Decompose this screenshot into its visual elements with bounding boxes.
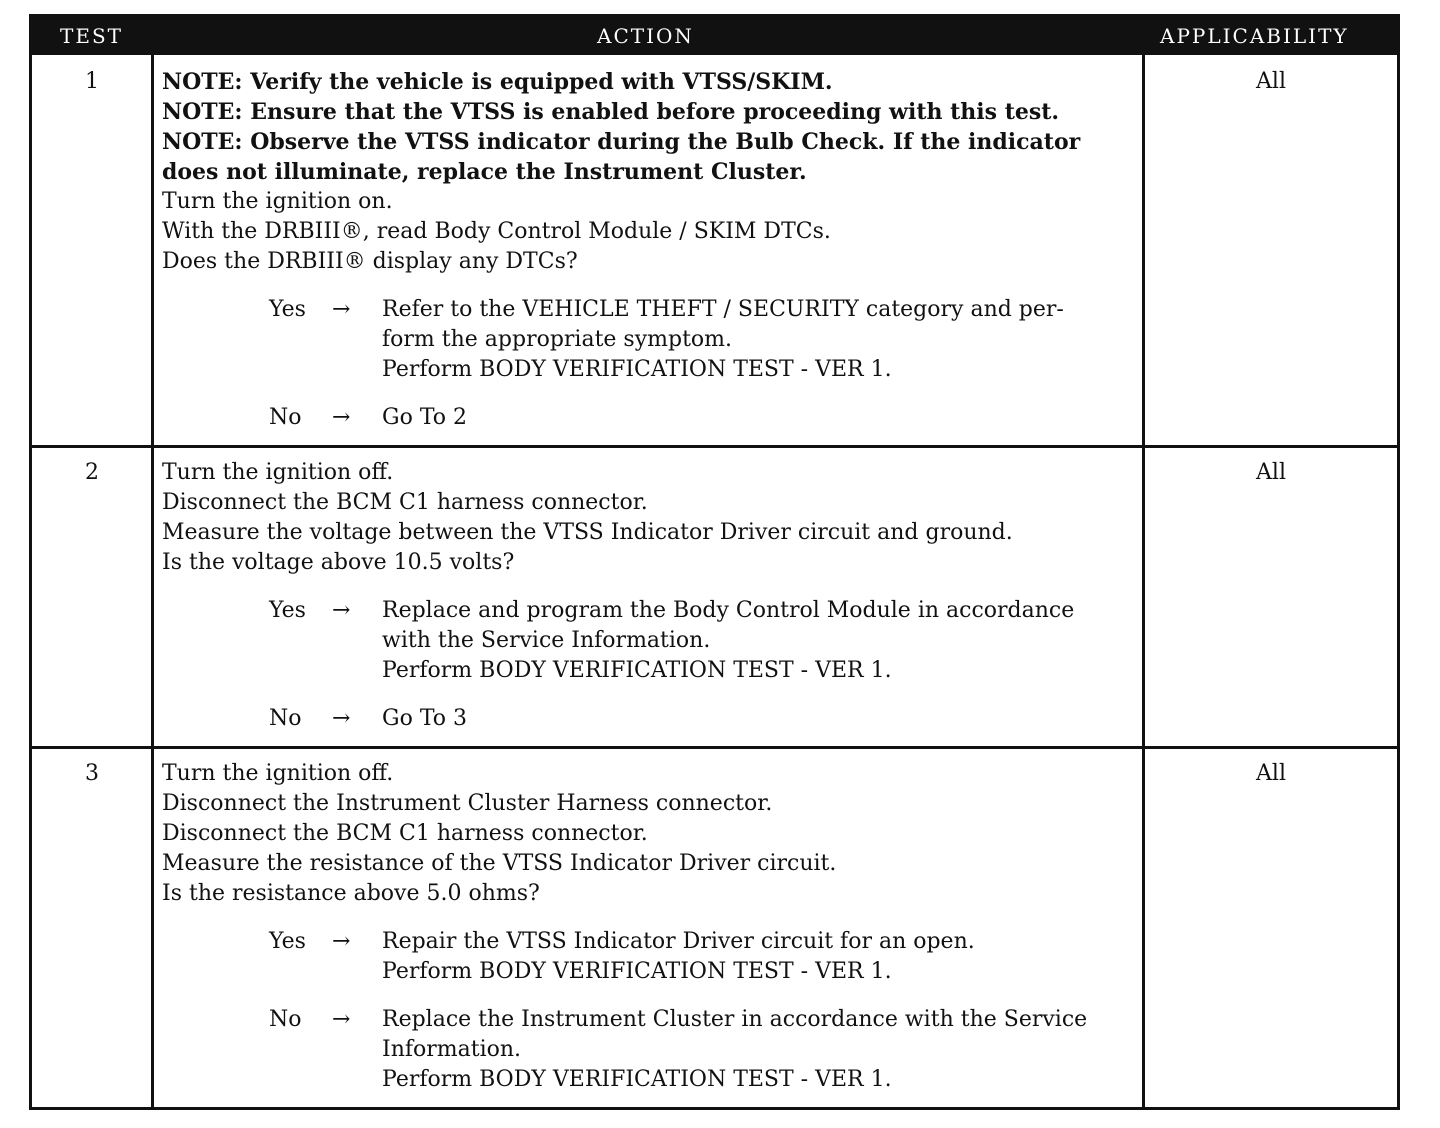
yes-response bbox=[162, 927, 1142, 987]
no-response bbox=[162, 704, 1142, 734]
yes-text: Repair the VTSS Indicator Driver circuit for an open. bbox=[382, 929, 975, 954]
yes-label: Yes bbox=[269, 598, 306, 623]
step-line: Disconnect the BCM C1 harness connector. bbox=[162, 821, 648, 846]
yes-text: Perform BODY VERIFICATION TEST - VER 1. bbox=[382, 357, 892, 382]
yes-response bbox=[162, 295, 1142, 385]
header-test: TEST bbox=[60, 24, 123, 48]
step-line: Turn the ignition off. bbox=[162, 761, 394, 786]
step-line: Is the voltage above 10.5 volts? bbox=[162, 550, 515, 575]
applicability-3: All bbox=[1256, 761, 1286, 786]
yes-text: Replace and program the Body Control Module in accordance bbox=[382, 598, 1075, 623]
arrow-icon: → bbox=[332, 297, 351, 322]
action-cell-3 bbox=[162, 759, 1142, 1095]
header-action: ACTION bbox=[597, 24, 694, 48]
no-response bbox=[162, 403, 1142, 433]
step-line: Measure the voltage between the VTSS Indicator Driver circuit and ground. bbox=[162, 520, 1013, 545]
no-label: No bbox=[269, 1007, 302, 1032]
note-line: NOTE: Observe the VTSS indicator during the Bulb Check. If the indicator bbox=[162, 129, 1081, 155]
yes-text: Refer to the VEHICLE THEFT / SECURITY category and per- bbox=[382, 297, 1064, 322]
step-line: Disconnect the BCM C1 harness connector. bbox=[162, 490, 648, 515]
table-header bbox=[32, 17, 1397, 55]
yes-label: Yes bbox=[269, 929, 306, 954]
step-line: With the DRBIII®, read Body Control Module / SKIM DTCs. bbox=[162, 219, 831, 244]
row-divider-2 bbox=[32, 746, 1397, 749]
note-line: NOTE: Ensure that the VTSS is enabled before proceeding with this test. bbox=[162, 99, 1060, 125]
arrow-icon: → bbox=[332, 405, 351, 430]
arrow-icon: → bbox=[332, 929, 351, 954]
no-text: Replace the Instrument Cluster in accordance with the Service bbox=[382, 1007, 1088, 1032]
yes-response bbox=[162, 596, 1142, 686]
test-number-2: 2 bbox=[85, 460, 99, 485]
step-line: Turn the ignition off. bbox=[162, 460, 394, 485]
applicability-1: All bbox=[1256, 69, 1286, 94]
header-applicability: APPLICABILITY bbox=[1160, 24, 1349, 48]
action-cell-2 bbox=[162, 458, 1142, 734]
no-text: Information. bbox=[382, 1037, 522, 1062]
step-line: Does the DRBIII® display any DTCs? bbox=[162, 249, 578, 274]
step-line: Disconnect the Instrument Cluster Harness connector. bbox=[162, 791, 773, 816]
column-divider-test bbox=[151, 17, 154, 1107]
step-line: Measure the resistance of the VTSS Indicator Driver circuit. bbox=[162, 851, 837, 876]
yes-text: with the Service Information. bbox=[382, 628, 711, 653]
row-divider-1 bbox=[32, 445, 1397, 448]
step-line: Turn the ignition on. bbox=[162, 189, 393, 214]
applicability-2: All bbox=[1256, 460, 1286, 485]
no-label: No bbox=[269, 706, 302, 731]
arrow-icon: → bbox=[332, 706, 351, 731]
no-label: No bbox=[269, 405, 302, 430]
no-text: Go To 3 bbox=[382, 706, 468, 731]
yes-label: Yes bbox=[269, 297, 306, 322]
no-text: Perform BODY VERIFICATION TEST - VER 1. bbox=[382, 1067, 892, 1092]
yes-text: Perform BODY VERIFICATION TEST - VER 1. bbox=[382, 959, 892, 984]
test-number-1: 1 bbox=[85, 69, 99, 94]
action-cell-1 bbox=[162, 67, 1142, 433]
note-line: does not illuminate, replace the Instrument Cluster. bbox=[162, 159, 807, 185]
diagnostic-table bbox=[29, 14, 1400, 1110]
no-text: Go To 2 bbox=[382, 405, 468, 430]
yes-text: Perform BODY VERIFICATION TEST - VER 1. bbox=[382, 658, 892, 683]
column-divider-action bbox=[1142, 17, 1145, 1107]
test-number-3: 3 bbox=[85, 761, 99, 786]
arrow-icon: → bbox=[332, 1007, 351, 1032]
no-response bbox=[162, 1005, 1142, 1095]
note-line: NOTE: Verify the vehicle is equipped with VTSS/SKIM. bbox=[162, 69, 833, 95]
yes-text: form the appropriate symptom. bbox=[382, 327, 733, 352]
arrow-icon: → bbox=[332, 598, 351, 623]
step-line: Is the resistance above 5.0 ohms? bbox=[162, 881, 540, 906]
